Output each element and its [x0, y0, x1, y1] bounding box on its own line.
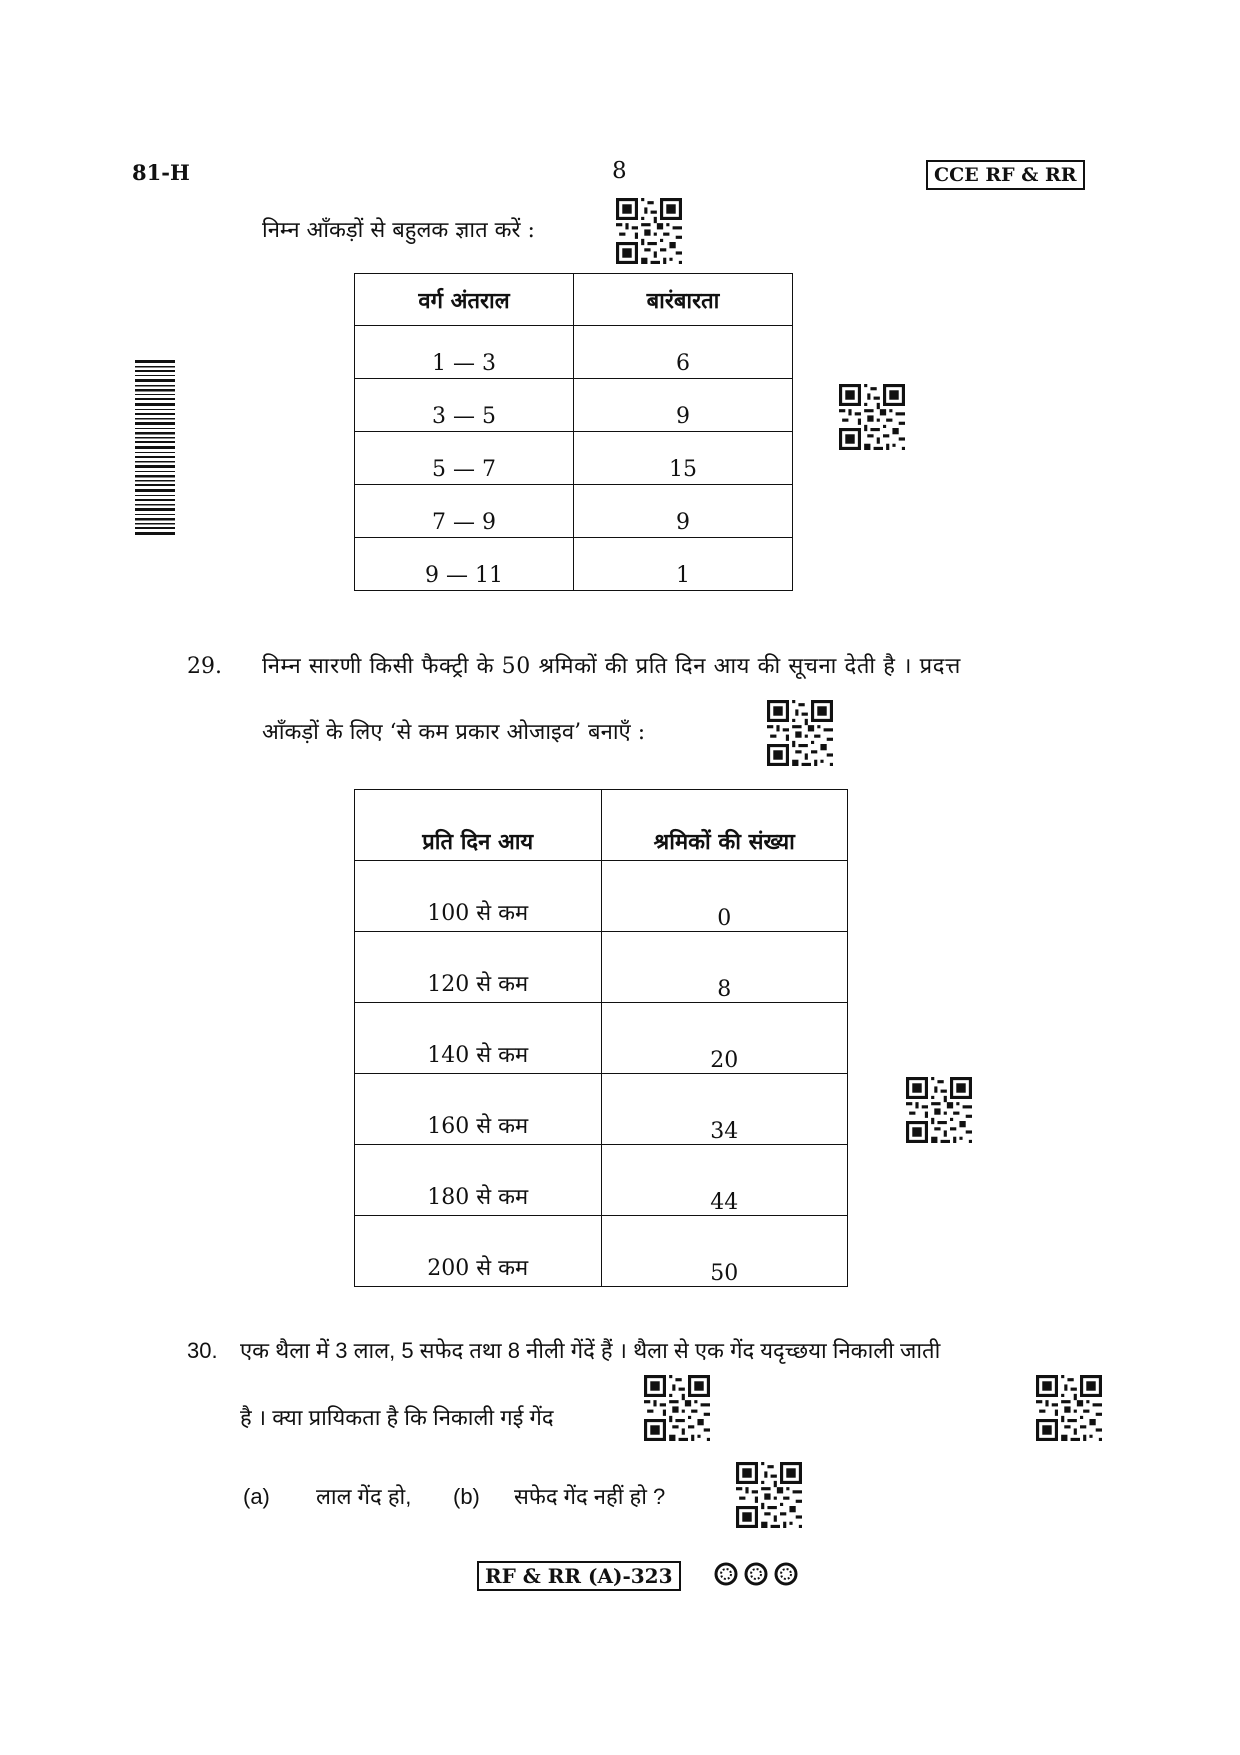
table-header: प्रति दिन आय [355, 790, 602, 861]
table-row [355, 379, 793, 432]
table-cell: 20 [601, 1003, 848, 1074]
qr-code-icon [906, 1077, 972, 1143]
page-number: 8 [612, 158, 627, 184]
table-cell: 180 से कम [355, 1145, 602, 1216]
table-header: श्रमिकों की संख्या [601, 790, 848, 861]
table-cell: 160 से कम [355, 1074, 602, 1145]
q29-line2: आँकड़ों के लिए ‘से कम प्रकार ओजाइव’ बनाएँ : [262, 720, 646, 745]
qr-code-icon [736, 1462, 802, 1528]
table-cell: 1 — 3 [355, 326, 574, 379]
qr-code-icon [644, 1375, 710, 1441]
table-row [355, 861, 848, 932]
q30-line1: एक थैला में 3 लाल, 5 सफेद तथा 8 नीली गेंदें हैं । थैला से एक गेंद यदृच्छया निकाली जाती [240, 1338, 941, 1363]
q30-part-b-label: (b) [453, 1484, 480, 1509]
footer-code: RF & RR (A)-323 [477, 1561, 681, 1591]
qr-code-icon [616, 198, 682, 264]
qr-code-icon [1036, 1375, 1102, 1441]
table-cell: 9 [574, 485, 793, 538]
table-cell: 7 — 9 [355, 485, 574, 538]
table-row [355, 932, 848, 1003]
table-cell: 44 [601, 1145, 848, 1216]
qr-code-icon [767, 700, 833, 766]
table-cell: 1 [574, 538, 793, 591]
mode-data-table [354, 273, 793, 591]
table-cell: 100 से कम [355, 861, 602, 932]
table-cell: 200 से कम [355, 1216, 602, 1287]
q28-prompt: निम्न आँकड़ों से बहुलक ज्ञात करें : [262, 218, 535, 243]
table-row [355, 485, 793, 538]
table-header: वर्ग अंतराल [355, 274, 574, 326]
table-cell: 140 से कम [355, 1003, 602, 1074]
exam-badge: CCE RF & RR [926, 160, 1085, 190]
table-row [355, 1074, 848, 1145]
table-row [355, 1145, 848, 1216]
table-cell: 50 [601, 1216, 848, 1287]
barcode-icon [135, 360, 175, 538]
table-row [355, 538, 793, 591]
table-cell: 34 [601, 1074, 848, 1145]
decorative-circles-icon [712, 1559, 802, 1589]
table-cell: 5 — 7 [355, 432, 574, 485]
q30-number: 30. [187, 1338, 218, 1363]
q29-line1: निम्न सारणी किसी फैक्ट्री के 50 श्रमिकों की प्रति दिन आय की सूचना देती है । प्रदत्त [262, 654, 961, 679]
table-cell: 9 — 11 [355, 538, 574, 591]
paper-code: 81-H [132, 160, 190, 185]
table-header: बारंबारता [574, 274, 793, 326]
table-row [355, 1003, 848, 1074]
table-cell: 15 [574, 432, 793, 485]
table-cell: 8 [601, 932, 848, 1003]
q30-part-a-text: लाल गेंद हो, [316, 1484, 412, 1509]
ogive-data-table [354, 789, 848, 1287]
q30-line2: है । क्या प्रायिकता है कि निकाली गई गेंद [240, 1405, 554, 1430]
table-row [355, 432, 793, 485]
qr-code-icon [839, 384, 905, 450]
q29-number: 29. [187, 654, 222, 679]
table-cell: 9 [574, 379, 793, 432]
table-cell: 3 — 5 [355, 379, 574, 432]
table-cell: 0 [601, 861, 848, 932]
table-row [355, 1216, 848, 1287]
table-row [355, 326, 793, 379]
q30-part-b-text: सफेद गेंद नहीं हो ? [514, 1484, 666, 1509]
q30-part-a-label: (a) [243, 1484, 270, 1509]
table-cell: 120 से कम [355, 932, 602, 1003]
table-cell: 6 [574, 326, 793, 379]
